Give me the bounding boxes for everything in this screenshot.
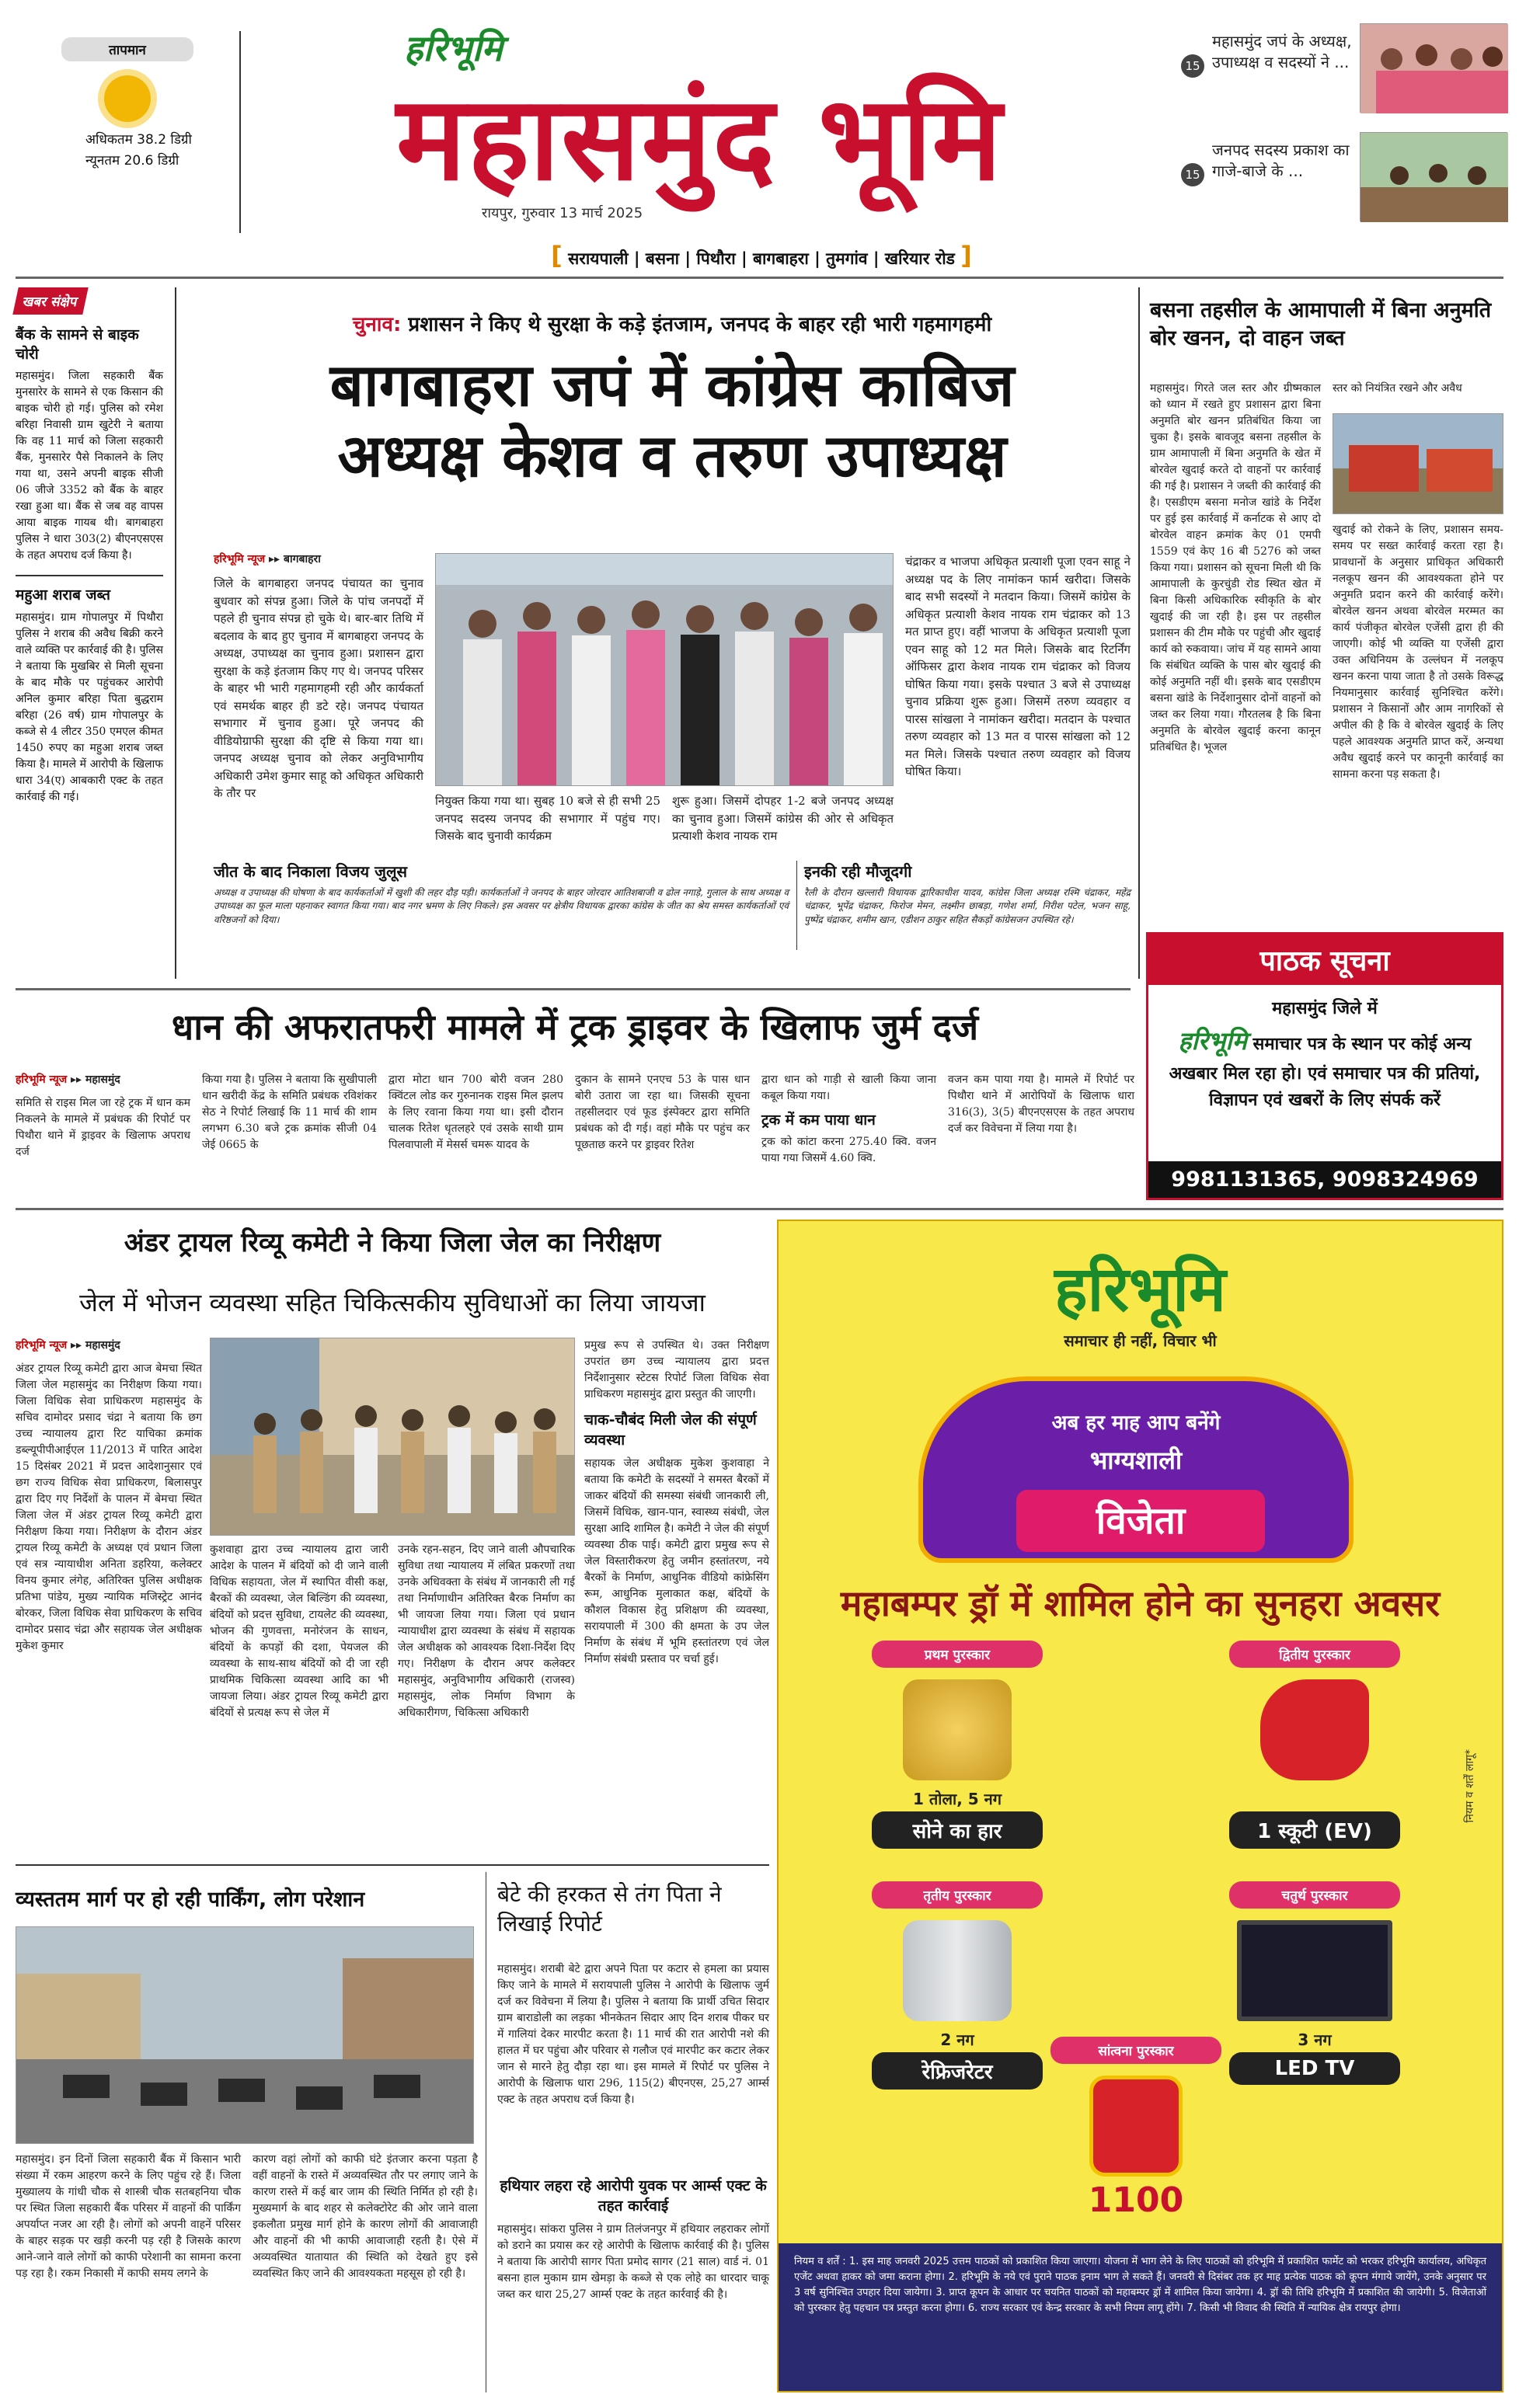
son-body: महासमुंद। शराबी बेटे द्वारा अपने पिता पर कटार से हमला का प्रयास किए जाने के मामले में सरायपाली पुलिस ने आरोपी के खिलाफ जुर्म दर्ज कर विवेचना में लिया है। पुलिस ने बताया कि प्रार्थी उचित सिदार ग्राम बाराडोली का लड़का भीनकेतन सिदार आए दिन शराब पीकर घर में गालियां देकर मारपीट करता है। 11 मार्च की रात आरोपी नशे की हालत में घर पहुंचा और परिवार से गलौज एवं मारपीट कर कटार लेकर जान से मारने हेतु दौड़ा रहा था। इस मामले में रिपोर्ट पर पुलिस ने आरोपी के खिलाफ धारा 296, 115(2) बीएनएस, 25,27 आर्म्स एक्ट के तहत अपराध दर्ज किया है।	[497, 1963, 769, 2106]
brief-body: महासमुंद। जिला सहकारी बैंक मुनसारेर के सामने से एक किसान की बाइक चोरी हो गई। पुलिस को रमेश बरिहा निवासी ग्राम खुटेरी ने बताया कि वह 11 मार्च को जिला सहकारी बैंक, मुनसारेर पैसे निकालने के लिए गया था, उसने अपनी बाइक सीजी 06 जीजे 3352 को बैंक के बाहर रखा हुआ था। बैंक से जब वह वापस आया बाइक गायब थी। बागबाहरा पुलिस ने धारा 303(2) बीएनएसएस के तहत अपराध दर्ज किया है।	[16, 370, 163, 562]
ad-terms: नियम व शर्तें : 1. इस माह जनवरी 2025 उत्तम पाठकों को प्रकाशित किया जाएगा। योजना में भाग लेने के लिए पाठकों को हरिभूमि में प्रकाशित फार्मेट को भरकर हरिभूमि कार्यालय, अधिकृत एजेंट अथवा हाकर को जमा कराना होगा। 2. हरिभूमि के नये एवं पुराने पाठक इनाम भाग ले सकते हैं। जनवरी से दिसंबर तक हर माह प्रत्येक पाठक को कूपन मंगाये जायेंगे, उनके अनुसार पर 3 वर्ष सुनिश्चित उपहार दिया जायेगा। 3. प्राप्त कूपन के आधार पर चयनित पाठकों को महाबम्पर ड्रॉ में शामिल किया जायेगा। 4. ड्रॉ की तिथि हरिभूमि में प्रकाशित की जायेगी। 5. विजेताओं को पुरस्कार हेतु पहचान पत्र प्रस्तुत करना होगा। 6. राज्य सरकार एवं केन्द्र सरकार के सभी नियम लागू होंगे। 7. किसी भी विवाद की स्थिति में न्यायिक क्षेत्र रायपुर होगा।	[779, 2243, 1502, 2391]
jail-text: प्रमुख रूप से उपस्थित थे। उक्त निरीक्षण उपरांत छग उच्च न्यायालय द्वारा प्रदत्त निर्देशानुसार स्टेटस रिपोर्ट जिला विधिक सेवा प्राधिकरण महासमुंद द्वारा प्रस्तुत की जाएगी।	[584, 1339, 769, 1401]
bracket-open-icon: [	[551, 241, 563, 270]
weather-label: तापमान	[61, 37, 193, 61]
paddy-headline: धान की अफरातफरी मामले में ट्रक ड्राइवर के खिलाफ जुर्म दर्ज	[171, 1006, 979, 1048]
jail-col-4	[584, 1338, 769, 1668]
kicker-text: प्रशासन ने किए थे सुरक्षा के कड़े इंतजाम, जनपद के बाहर रही भारी गहमागहमी	[408, 313, 992, 336]
lead-col-1: जिले के बागबाहरा जनपद पंचायत का चुनाव बुधवार को संपन्न हुआ। जिले के पांच जनपदों में पहले ही चुनाव संपन्न हो चुके थे। बार-बार तिथि में बदलाव के बाद हुए चुनाव में बागबाहरा जनपद के अध्यक्ष, उपाध्यक्ष का चुनाव हुआ। प्रशासन द्वारा सुरक्षा के कड़े इंतजाम किए गए थे। जनपद परिसर के बाहर भी भारी गहमागहमी रही और कार्यकर्ता एवं समर्थक बाहर ही डटे रहे। जनपद पंचायत सभागार में चुनाव हुआ। पूरे जनपद की वीडियोग्राफी सुरक्षा की दृष्टि से किया गया था। जनपद अध्यक्ष चुनाव को लेकर अनुविभागीय अधिकारी उमेश कुमार साहू को अधिकृत अधिकारी के तौर पर	[214, 576, 423, 800]
ad-banner	[918, 1376, 1354, 1563]
prize-rank: द्वितीय पुरस्कार	[1229, 1641, 1400, 1668]
brief-title: बैंक के सामने से बाइक चोरी	[16, 326, 139, 363]
prize-card	[856, 1881, 1058, 2083]
jail-subhead: जेल में भोजन व्यवस्था सहित चिकित्सकीय सुविधाओं का लिया जायजा	[79, 1288, 705, 1317]
prize-card	[1035, 2037, 1237, 2239]
teaser-page-number: 15	[1181, 54, 1204, 78]
weather-box	[16, 31, 241, 233]
reader-notice	[1146, 932, 1503, 1200]
teaser-page-number: 15	[1181, 163, 1204, 186]
basna-col-2-top: स्तर को नियंत्रित रखने और अवैध	[1333, 382, 1462, 395]
basna-col-2: खुदाई को रोकने के लिए, प्रशासन समय-समय पर सख्त कार्रवाई करता रहा है। प्रावधानों के अनुसार प्राधिकृत अधिकारी नलकूप खनन की आवश्यकता होने पर अनुमति प्रदान करने की कार्रवाई करेंगे। बोरवेल खनन अथवा बोरवेल मरम्मत का कार्य पंजीकृत बोरवेल एजेंसी द्वारा ही की जाएगी। कोई भी व्यक्ति या एजेंसी द्वारा उक्त अधिनियम के उल्लंघन में नलकूप खनन करना पाया जाता है तो उसके विरूद्ध नियमानुसार कार्रवाई सुनिश्चित करेंगे। प्रशासन ने किसानों और आम नागरिकों से अपील की है कि वे बोरवेल खुदाई के लिए पहले आवश्यक अनुमति प्राप्त करें, अन्यथा अवैध खुदाई करने पर कानूनी कार्रवाई का सामना करना पड़ सकता है।	[1333, 524, 1503, 781]
jail-byline: हरिभूमि न्यूज ▸▸ महासमुंद	[16, 1339, 120, 1352]
victory-text: अध्यक्ष व उपाध्यक्ष की घोषणा के बाद कार्यकर्ताओं में खुशी की लहर दौड़ पड़ी। कार्यकर्ताओं ने जनपद के बाहर जोरदार आतिशबाजी व ढोल नगाड़े, गुलाल के साथ अध्यक्ष व उपाध्यक्ष का फूल माला पहनाकर स्वागत किया गया। बाद नगर भ्रमण के लिए निकले। इस अवसर पर क्षेत्रीय विधायक द्वारका कांग्रेस के जीत का श्रेय समस्त कार्यकर्ताओं एवं वरिष्ठजनों को दिया।	[214, 887, 789, 925]
paddy-subtitle: ट्रक में कम पाया धान	[761, 1112, 876, 1129]
teaser-item[interactable]	[1181, 23, 1507, 117]
prize-rank: चतुर्थ पुरस्कार	[1229, 1881, 1400, 1909]
paddy-col-3: द्वारा मोटा धान 700 बोरी वजन 280 क्विंटल लोड कर गुरुनानक राइस मिल झलप के लिए रवाना किया गया था। इसी दौरान चालक रितेश धृतलहरे एवं उसके साथी ग्राम पिलवापाली में मेसर्स चमरू यादव के	[388, 1074, 563, 1151]
prize-rank: प्रथम पुरस्कार	[872, 1641, 1043, 1668]
prize-rank: तृतीय पुरस्कार	[872, 1881, 1043, 1909]
basna-photo	[1333, 413, 1503, 514]
lead-headline-line: बागबाहरा जपं में कांग्रेस काबिज	[329, 350, 1015, 419]
kicker-label: चुनाव:	[352, 313, 402, 336]
parking-photo	[16, 1926, 474, 2144]
lead-headline-line: अध्यक्ष केशव व तरुण उपाध्यक्ष	[337, 421, 1007, 491]
banner-line: अब हर माह आप बनेंगे	[1051, 1411, 1221, 1435]
tv-icon	[1237, 1920, 1392, 2021]
prize-name: रेफ्रिजरेटर	[872, 2052, 1043, 2090]
paddy-col-1: समिति से राइस मिल जा रहे ट्रक में धान कम निकलने के मामले में प्रबंधक की रिपोर्ट पर पिथौरा थाने में ड्राइवर के खिलाफ अपराध दर्ज	[16, 1097, 190, 1158]
prize-name: 1100	[1088, 2180, 1184, 2220]
necklace-icon	[903, 1679, 1012, 1780]
lucky-draw-ad[interactable]	[777, 1220, 1503, 2392]
lead-kicker	[214, 309, 1131, 337]
paddy-col-2: किया गया है। पुलिस ने बताया कि सुखीपाली धान खरीदी केंद्र के समिति प्रबंधक रविशंकर सेठ ने रिपोर्ट लिखाई कि 11 मार्च की शाम लगभग 6.30 बजे ट्रक क्रमांक सीजी 04 जेई 0665 के	[202, 1074, 377, 1151]
jail-col-2: कुशवाहा द्वारा उच्च न्यायालय द्वारा जारी आदेश के पालन में बंदियों को दी जाने वाली विधिक सहायता, जेल में स्थापित वीसी कक्ष, बैरकों की व्यवस्था, जेल बिल्डिंग की व्यवस्था, बंदियों को प्रदत्त सुविधा, टायलेट की व्यवस्था, भोजन की गुणवत्ता, मनोरंजन के साधन, बंदियों के कपड़ों की दशा, पेयजल की व्यवस्था के साथ-साथ बंदियों को दी जा रही प्राथमिक चिकित्सा व्यवस्था आदि का भी जायजा लिया। अंडर ट्रायल रिव्यू कमेटी द्वारा बंदियों से प्रत्यक्ष रूप से जेल में	[210, 1543, 388, 1719]
ad-mega-text: महाबम्पर ड्रॉ में शामिल होने का सुनहरा अवसर	[840, 1582, 1441, 1624]
divider	[16, 1864, 769, 1866]
parking-col-2: कारण वहां लोगों को काफी घंटे इंतजार करना पड़ता है वहीं वाहनों के रास्ते में अव्यवस्थित तौर पर लगाए जाने के कारण रास्ते में कई बार जाम की स्थिति निर्मित हो रही है। मुख्यमार्ग के बाद शहर से कलेक्टोरेट की ओर जाने वाला इकलौता प्रमुख मार्ग होने के कारण लोगों की आवाजाही और वाहनों की भी काफी आवाजाही रहती है। ऐसे में अव्यवस्थित यातायात की स्थिति को देखते हुए इसे व्यवस्थित किए जाने की आवश्यकता महसूस हो रही है।	[253, 2153, 478, 2280]
divider	[16, 988, 1131, 990]
paddy-text: द्वारा धान को गाड़ी से खाली किया जाना कबूल किया गया।	[761, 1074, 936, 1102]
parking-col-1: महासमुंद। इन दिनों जिला सहकारी बैंक में किसान भारी संख्या में रकम आहरण करने के लिए पहुंच रहे हैं। जिला मुख्यालय के गांधी चौक से शास्त्री चौक सतबहनिया चौक पर स्थित जिला सहकारी बैंक परिसर में वाहनों की पार्किंग अपर्याप्त नजर आ रही है। लोगों को अपनी वाहनें परिसर के बाहर सड़क पर खड़ी करनी पड़ रही है जिसके कारण आने-जाने वाले लोगों को काफी परेशानी का सामना करना पड़ रहा है। रकम निकासी में काफी समय लगने के	[16, 2153, 241, 2280]
lead-photo	[435, 553, 894, 786]
son-body-2: महासमुंद। सांकरा पुलिस ने ग्राम तिलंजनपुर में हथियार लहराकर लोगों को डराने का प्रयास कर रहे आरोपी के खिलाफ कार्रवाई की है। पुलिस ने बताया कि आरोपी सागर पिता प्रमोद सागर (21 साल) वार्ड नं. 01 बसना हाल मुकाम ग्राम खेमड़ा के कब्जे से एक लोहे का धारदार चाकू जब्त कर धारा 25,27 आर्म्स एक्ट के तहत कार्रवाई की है।	[497, 2223, 769, 2301]
jail-photo	[210, 1338, 575, 1536]
brief-tag: खबर संक्षेप	[12, 287, 88, 315]
ad-tagline: समाचार ही नहीं, विचार भी	[1064, 1331, 1217, 1350]
dateline: रायपुर, गुरुवार 13 मार्च 2025	[482, 205, 643, 221]
brand-logo-small: हरिभूमि	[404, 27, 503, 69]
divider	[796, 861, 797, 950]
divider	[1138, 287, 1140, 979]
prize-card	[856, 1641, 1058, 1843]
gift-icon	[1089, 2076, 1183, 2177]
prize-rank: सांत्वना पुरस्कार	[1050, 2037, 1221, 2064]
notice-title: पाठक सूचना	[1148, 934, 1501, 985]
jail-col-3: उनके रहन-सहन, दिए जाने वाली औपचारिक सुविधा तथा न्यायालय में लंबित प्रकरणों तथा उनके अधिवक्ता के संबंध में जानकारी ली गई तथा निर्माणाधीन अतिरिक्त बैरक निर्माण का भी जायजा लिया गया। जिला एवं प्रधान न्यायाधीश द्वारा व्यवस्था के संबंध में सहायक जेल अधीक्षक को आवश्यक दिशा-निर्देश दिए गए। निरीक्षण के दौरान अपर कलेक्टर महासमुंद, अनुविभागीय अधिकारी (राजस्व) महासमुंद, लोक निर्माण विभाग के अधिकारीगण, चिकित्सा अधिकारी	[398, 1543, 575, 1719]
lead-byline: हरिभूमि न्यूज ▸▸ बागबाहरा	[214, 553, 321, 565]
jail-text: सहायक जेल अधीक्षक मुकेश कुशवाहा ने बताया कि कमेटी के सदस्यों ने समस्त बैरकों में जाकर बंदियों की समस्या संबंधी जानकारी ली, जिसमें विधिक, खान-पान, स्वास्थ्य संबंधी, जेल सुरक्षा आदि शामिल है। कमेटी ने जेल की संपूर्ण व्यवस्था ठीक पाई। कमेटी द्वारा प्रमुख रूप से जेल विस्तारीकरण हेतु जमीन हस्तांतरण, नये बैरकों के निर्माण, आधुनिक वीडियो कांफ्रेसिंग रूम, आधुनिक मुलाकात कक्ष, बंदियों के कौशल विकास हेतु प्रशिक्षण की व्यवस्था, सरायपाली में 300 की क्षमता के उप जेल निर्माण के संबंध में भूमि हस्तांतरण एवं जेल निर्माण संबंधी प्रस्ताव पर चर्चा हुई।	[584, 1457, 769, 1665]
presence-title: इनकी रही मौजूदगी	[804, 862, 912, 881]
refrigerator-icon	[903, 1920, 1012, 2021]
prize-qty: 1 तोला, 5 नग	[913, 1790, 1002, 1808]
edition-item[interactable]: खरियार रोड	[884, 249, 955, 268]
edition-item[interactable]: सरायपाली	[568, 249, 629, 268]
presence-box	[804, 861, 1131, 927]
edition-bar: [ सरायपाली | बसना | पिथौरा | बागबाहरा | तुमगांव | खरियार रोड ]	[551, 241, 972, 270]
banner-line: भाग्यशाली	[1089, 1446, 1183, 1475]
teaser-text: जनपद सदस्य प्रकाश का गाजे-बाजे के ...	[1212, 141, 1350, 180]
teaser-list	[1181, 23, 1507, 233]
min-temp: न्यूनतम 20.6 डिग्री	[85, 153, 179, 169]
scooter-icon	[1260, 1679, 1369, 1780]
paddy-byline: हरिभूमि न्यूज ▸▸ महासमुंद	[16, 1074, 120, 1086]
masthead-brand	[396, 23, 1134, 233]
jail-headline: अंडर ट्रायल रिव्यू कमेटी ने किया जिला जेल का निरीक्षण	[124, 1227, 661, 1258]
victory-title: जीत के बाद निकाला विजय जुलूस	[214, 862, 408, 881]
max-temp: अधिकतम 38.2 डिग्री	[85, 132, 192, 148]
paddy-col-6: वजन कम पाया गया है। मामले में रिपोर्ट पर पिथौरा थाने में आरोपियों के खिलाफ धारा 316(3), 3(5) बीएनएसएस के तहत अपराध दर्ज कर विवेचना में लिया गया है।	[948, 1074, 1134, 1135]
teaser-photo	[1360, 132, 1507, 221]
lead-col-2: नियुक्त किया गया था। सुबह 10 बजे से ही सभी 25 जनपद सदस्य जनपद की सभागार में पहुंच गए। जिसके बाद चुनावी कार्यक्रम	[435, 794, 660, 843]
jail-subtitle: चाक-चौबंद मिली जेल की संपूर्ण व्यवस्था	[584, 1411, 757, 1449]
notice-line: महासमुंद जिले में	[1272, 999, 1378, 1018]
prize-qty: 3 नग	[1298, 2030, 1332, 2049]
divider	[175, 287, 176, 979]
divider	[16, 277, 1503, 279]
presence-text: रैली के दौरान खल्लारी विधायक द्वारिकाधीश यादव, कांग्रेस जिला अध्यक्ष रश्मि चंद्राकर, महेंद्र चंद्राकर, भूपेंद्र चंद्राकर, फिरोज मेमन, लक्ष्मीन छाबड़ा, गणेश शर्मा, निरीश पटेल, भजन साहू, पुष्पेंद्र चंद्राकर, शमीम खान, एडीशन ठाकुर सहित सैकड़ों कांग्रेसजन उपस्थित रहे।	[804, 887, 1131, 925]
news-brief	[16, 287, 163, 806]
divider	[16, 1208, 1503, 1210]
brand-title: महासमुंद भूमि	[396, 71, 1004, 207]
victory-box	[214, 861, 789, 927]
edition-item[interactable]: पिथौरा	[696, 249, 736, 268]
sun-icon	[104, 75, 151, 122]
basna-headline: बसना तहसील के आमापाली में बिना अनुमति बोर खनन, दो वाहन जब्त	[1150, 298, 1492, 351]
lead-col-3: शुरू हुआ। जिसमें दोपहर 1-2 बजे जनपद अध्यक्ष का चुनाव हुआ। जिसमें कांग्रेस की ओर से अधिकृत प्रत्याशी केशव नायक राम	[672, 794, 894, 843]
edition-item[interactable]: तुमगांव	[826, 249, 868, 268]
brief-title: महुआ शराब जब्त	[16, 575, 163, 605]
notice-text: समाचार पत्र के स्थान पर कोई अन्य अखबार मिल रहा हो। एवं समाचार पत्र की प्रतियां, विज्ञापन एवं खबरों के लिए संपर्क करें	[1169, 1035, 1481, 1110]
edition-item[interactable]: बागबाहरा	[752, 249, 809, 268]
lead-headline	[214, 350, 1131, 491]
son-subtitle: हथियार लहरा रहे आरोपी युवक पर आर्म्स एक्ट के तहत कार्रवाई	[500, 2177, 767, 2215]
ad-side-note: नियम व शर्तें लागू*	[1464, 1749, 1476, 1823]
prize-name: LED TV	[1229, 2052, 1400, 2085]
prize-name: सोने का हार	[872, 1811, 1043, 1849]
prize-qty: 2 नग	[940, 2030, 974, 2049]
banner-winner: विजेता	[1016, 1490, 1265, 1552]
brief-body: महासमुंद। ग्राम गोपालपुर में पिथौरा पुलिस ने शराब की अवैध बिक्री करने वाले व्यक्ति पर कार्रवाई की है। पुलिस ने बताया कि मुखबिर से मिली सूचना के बाद मौके पर पहुंचकर आरोपी अनिल कुमार बरिहा पिता बुद्धराम बरिहा (26 वर्ष) ग्राम गोपालपुर के कब्जे से 4 लीटर 350 एमएल कीमत 1450 रुपए का महुआ शराब जब्त किया है। मामले में आरोपी के खिलाफ धारा 34(ए) आबकारी एक्ट के तहत कार्रवाई की गई।	[16, 611, 163, 804]
paddy-col-5	[761, 1072, 936, 1167]
paddy-col-4: दुकान के सामने एनएच 53 के पास धान बोरी उतारा जा रहा था। जिसकी सूचना तहसीलदार एवं फूड इंस्पेक्टर द्वारा समिति प्रबंधक को दी गई। वहां मौके पर पहुंच कर पूछताछ करने पर ड्राइवर रितेश	[575, 1074, 750, 1151]
bracket-close-icon: ]	[960, 241, 972, 270]
son-headline: बेटे की हरकत से तंग पिता ने लिखाई रिपोर्ट	[497, 1881, 722, 1936]
parking-headline: व्यस्ततम मार्ग पर हो रही पार्किंग, लोग परेशान	[16, 1888, 365, 1912]
prize-name: 1 स्कूटी (EV)	[1229, 1811, 1400, 1849]
notice-brand-logo: हरिभूमि	[1178, 1026, 1247, 1056]
prize-card	[1214, 1641, 1416, 1843]
ad-logo: हरिभूमि	[1054, 1253, 1226, 1325]
lead-col-4: चंद्राकर व भाजपा अधिकृत प्रत्याशी पूजा एवन साहू ने अध्यक्ष पद के लिए नामांकन फार्म खरीदा। जिसके बाद सभी सदस्यों ने मतदान किया। जिसमें कांग्रेस के अधिकृत प्रत्याशी केशव नायक राम चंद्राकर को 13 मत प्राप्त हुए। वहीं भाजपा के अधिकृत प्रत्याशी पूजा एवन साहू को 12 मत मिले। जिसके बाद रिटर्निंग ऑफिसर द्वारा केशव नायक राम चंद्राकर को विजय घोषित किया गया। इसके पश्चात 3 बजे से उपाध्यक्ष चुनाव प्रक्रिया शुरू हुआ। जिसमें तरुण व्यवहार व पारस सांखला ने नामांकन खरीदा। मतदान के पश्चात तरुण व्यवहार को 13 मत व पारस सांखला को 12 मत मिले। जिसके पश्चात तरुण व्यवहार को विजय घोषित किया।	[905, 555, 1131, 778]
notice-phone[interactable]: 9981131365, 9098324969	[1148, 1161, 1501, 1198]
edition-item[interactable]: बसना	[645, 249, 680, 268]
basna-col-1: महासमुंद। गिरते जल स्तर और ग्रीष्मकाल को ध्यान में रखते हुए प्रशासन द्वारा बिना अनुमति बोर खनन प्रतिबंधित किया जा चुका है। इसके बावजूद बसना तहसील के ग्राम आमापाली में बिना अनुमति के खेत में बोरवेल खुदाई करते दो वाहनों पर कार्रवाई की गई है। प्रशासन ने जब्ती की कार्रवाई की है। एसडीएम बसना मनोज खांडे के निर्देश पर हुई इस कार्रवाई में कर्नाटक से आए दो बोरवेल वाहन क्रमांक केए 01 एमपी 1559 एवं केए 16 बी 5276 को जब्त किया गया। प्रशासन को सूचना मिली थी कि आमापाली के कुरचुंडी रोड स्थित खेत में बिना किसी अधिकारिक स्वीकृति के बोर खुदाई की जा रही है। इस पर तहसील प्रशासन की टीम मौके पर पहुंची और खुदाई कार्य को रुकवाया। जांच में यह सामने आया कि संबंधित व्यक्ति के पास बोर खुदाई की कोई अनुमति नहीं थी। इसके बाद एसडीएम बसना खांडे के निर्देशानुसार दोनों वाहनों को जब्त कर लिया गया। गौरतलब है कि बिना अनुमति के बोरवेल खुदाई करना कानून प्रतिबंधित है। भूजल	[1150, 382, 1321, 753]
paddy-text: ट्रक को कांटा करना 275.40 क्वि. वजन पाया गया जिसमें 4.60 क्वि.	[761, 1136, 936, 1164]
teaser-photo	[1360, 23, 1507, 113]
teaser-item[interactable]	[1181, 132, 1507, 225]
jail-col-1: अंडर ट्रायल रिव्यू कमेटी द्वारा आज बेमचा स्थित जिला जेल महासमुंद का निरीक्षण किया गया। जिला विधिक सेवा प्राधिकरण महासमुंद के सचिव दामोदर प्रसाद चंद्रा ने बताया कि छग उच्च न्यायालय द्वारा रिट याचिका क्रमांक डब्ल्यूपीपीआईएल 11/2013 में पारित आदेश 15 दिसंबर 2021 में प्रदत्त आदेशानुसार एवं छग राज्य विधिक सेवा प्राधिकरण, बिलासपुर द्वारा दिए गए निर्देशों के पालन में बेमचा स्थित जिला जेल में अंडर ट्रायल रिव्यू कमेटी द्वारा निरीक्षण किया गया। निरीक्षण के दौरान अंडर ट्रायल रिव्यू कमेटी के अध्यक्ष एवं प्रधान जिला एवं सत्र न्यायाधीश अनिता डहरिया, कलेक्टर विनय कुमार लंगेह, अतिरिक्त पुलिस अधीक्षक प्रतिभा पांडेय, मुख्य न्यायिक मजिस्ट्रेट आनंद बोरकर, जिला विधिक सेवा प्राधिकरण के सचिव दामोदर प्रसाद चंद्रा और सहायक जेल अधीक्षक मुकेश कुमार	[16, 1362, 202, 1652]
prize-card	[1214, 1881, 1416, 2083]
teaser-text: महासमुंद जपं के अध्यक्ष, उपाध्यक्ष व सदस्यों ने ...	[1212, 32, 1352, 71]
